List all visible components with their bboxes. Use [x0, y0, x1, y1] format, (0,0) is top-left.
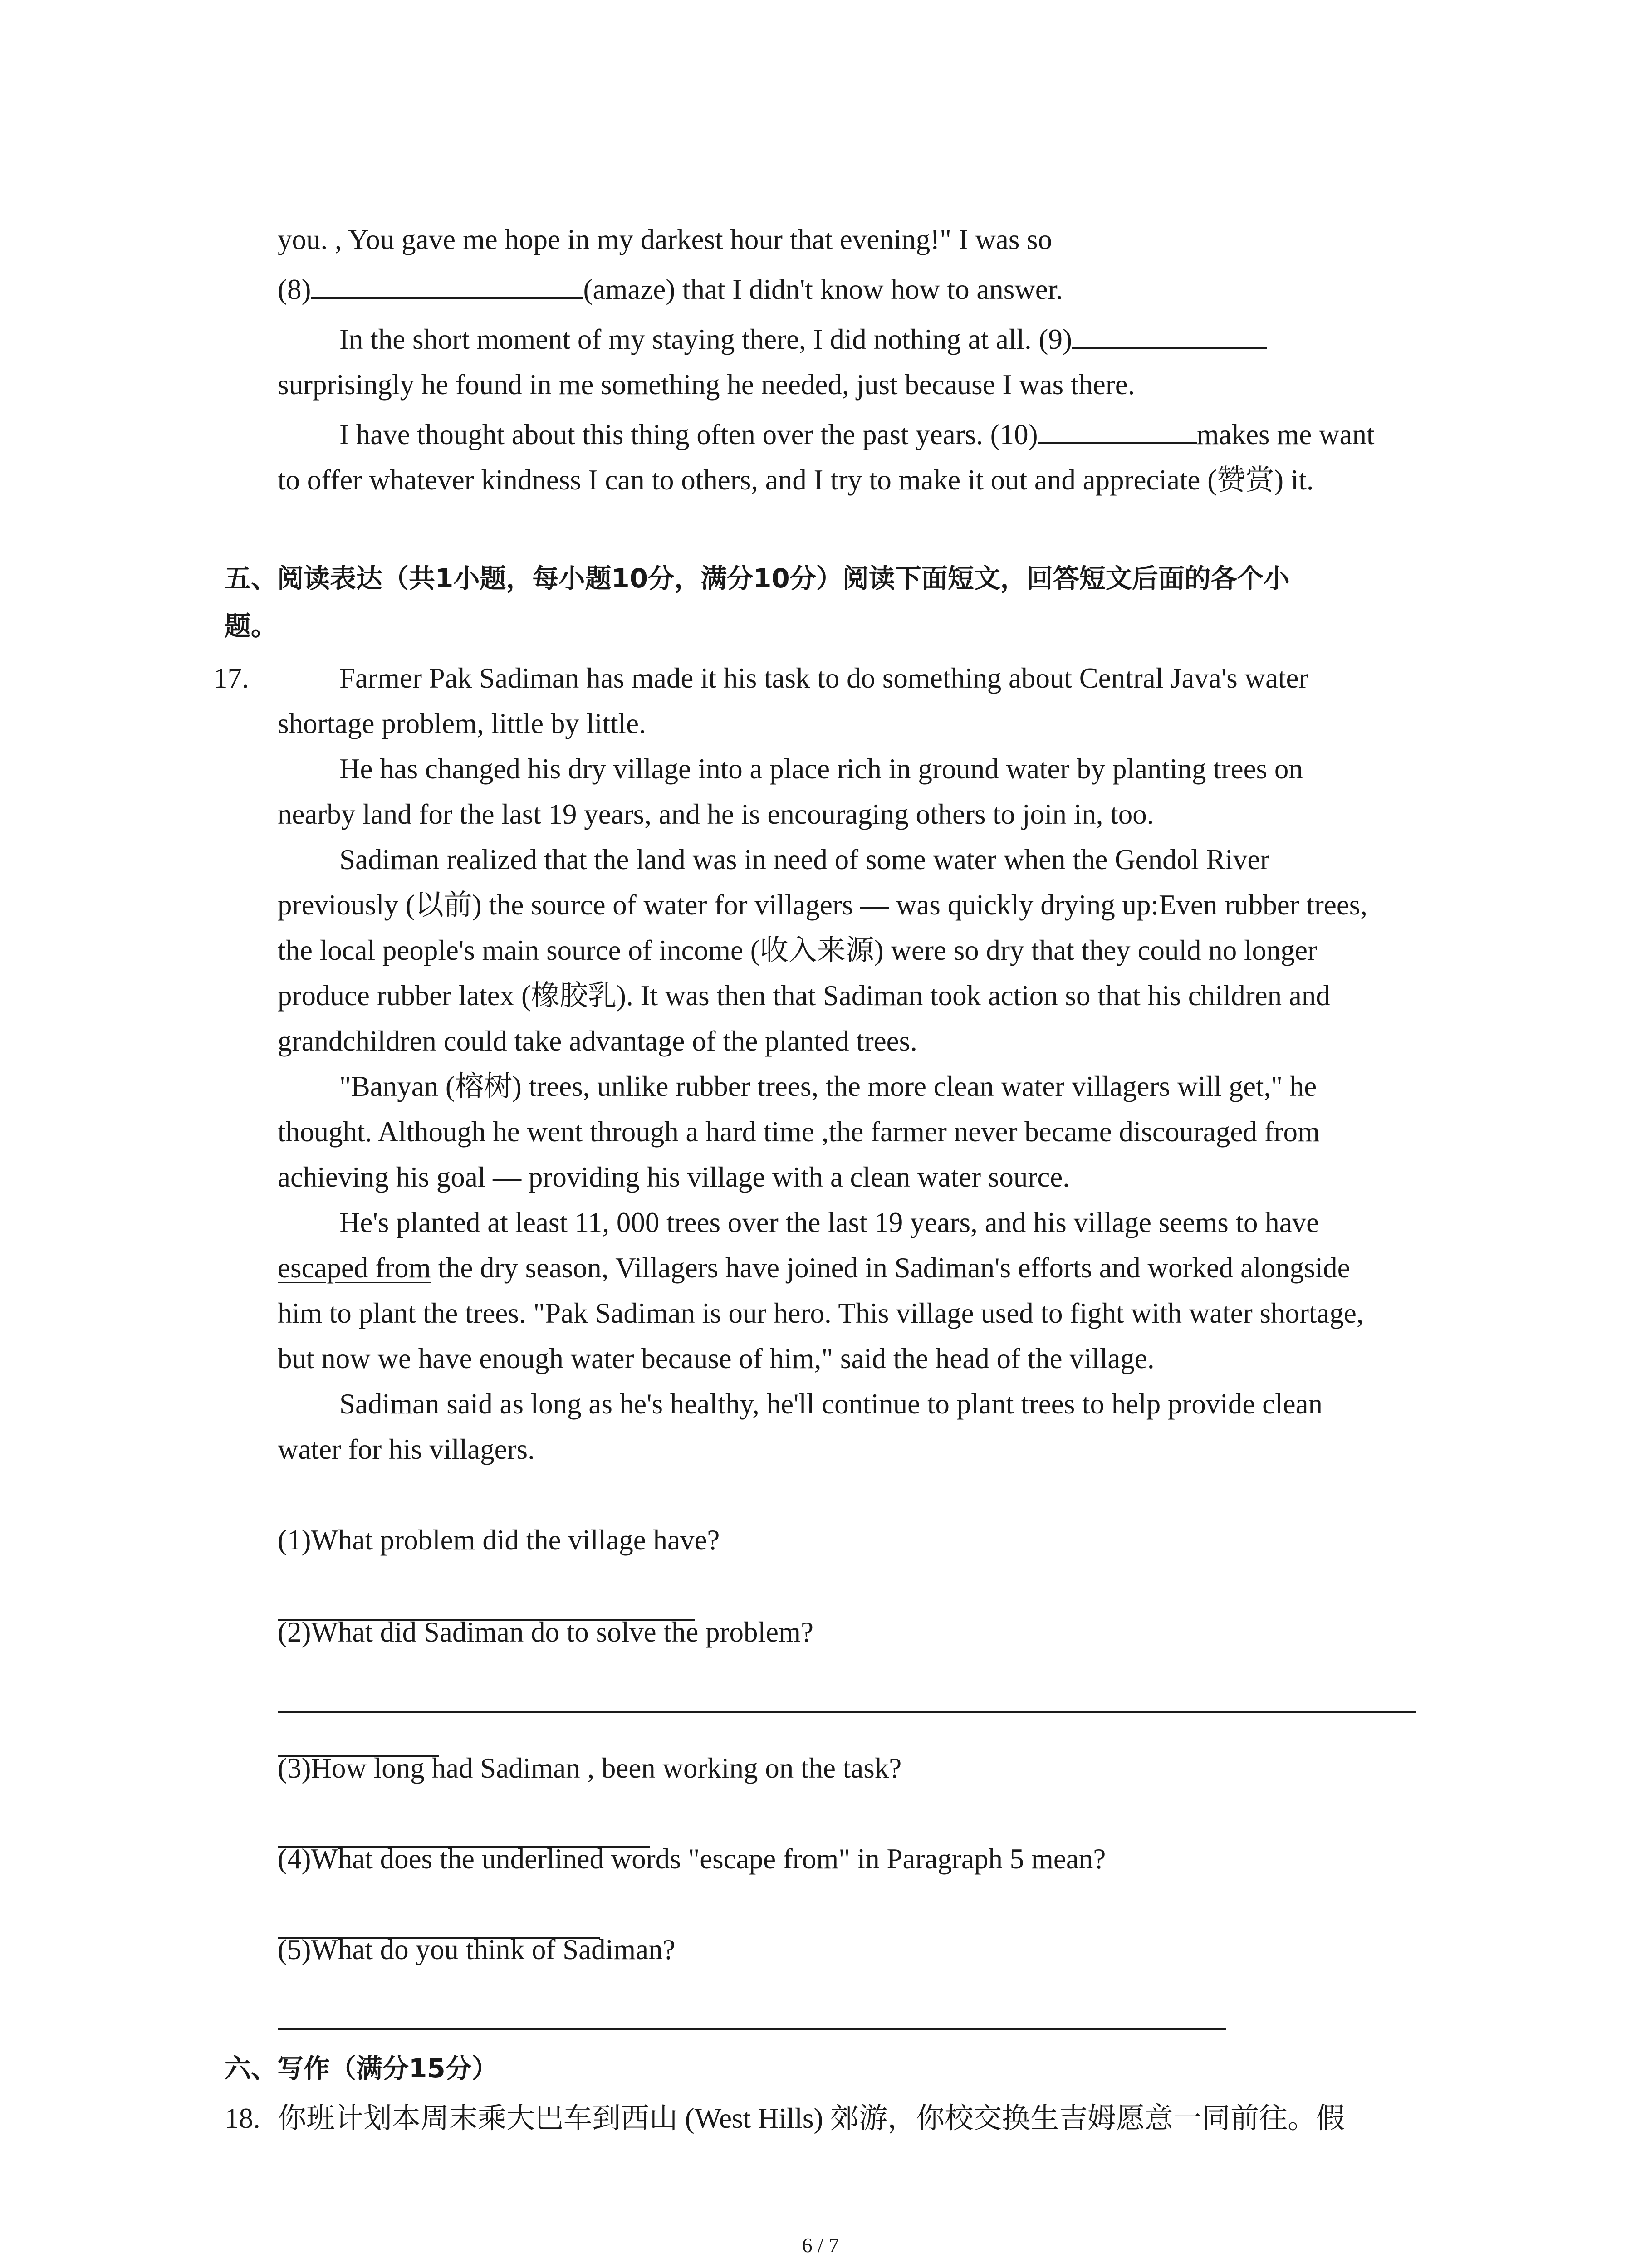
blank-8-label: (8): [278, 274, 311, 305]
q17-line-14-rest: the dry season, Villagers have joined in Sadiman's efforts and worked alongside: [431, 1252, 1350, 1284]
page-number: 6 / 7: [802, 2234, 839, 2257]
passage-line-6: to offer whatever kindness I can to others, and I try to make it out and appreciate (赞赏) it.: [278, 464, 1314, 496]
q17-line-2: shortage problem, little by little.: [278, 708, 646, 739]
passage-line-1: you. , You gave me hope in my darkest hour that evening!" I was so: [278, 224, 1053, 255]
question-18-text: 你班计划本周末乘大巴车到西山 (West Hills) 郊游，你校交换生吉姆愿意一同前往。假: [278, 2102, 1345, 2134]
q17-line-3: He has changed his dry village into a place rich in ground water by planting trees on: [339, 753, 1303, 785]
passage-line-5: [339, 416, 1375, 453]
q17-line-7: the local people's main source of income (收入来源) were so dry that they could no longer: [278, 934, 1317, 966]
blank-8[interactable]: [311, 272, 583, 299]
q17-line-13: He's planted at least 11, 000 trees over the last 19 years, and his village seems to have: [339, 1207, 1319, 1238]
section-6-heading: 六、写作（满分15分）: [225, 2053, 498, 2084]
answer-line-2a[interactable]: [278, 1711, 1416, 1713]
passage-line-3: [339, 321, 1267, 357]
section-5-heading-line-2: 题。: [225, 611, 278, 641]
sub-question-1: (1)What problem did the village have?: [278, 1524, 720, 1556]
q17-line-15: him to plant the trees. "Pak Sadiman is our hero. This village used to fight with water shortage,: [278, 1297, 1364, 1329]
q17-line-9: grandchildren could take advantage of the planted trees.: [278, 1025, 917, 1057]
q17-line-8: produce rubber latex (橡胶乳). It was then that Sadiman took action so that his children and: [278, 980, 1330, 1012]
q17-line-4: nearby land for the last 19 years, and he is encouraging others to join in, too.: [278, 798, 1154, 830]
passage-line-5-tail: makes me want: [1196, 419, 1375, 450]
sub-question-5: (5)What do you think of Sadiman?: [278, 1934, 676, 1965]
q17-line-16: but now we have enough water because of him," said the head of the village.: [278, 1343, 1155, 1374]
sub-question-4: (4)What does the underlined words "escape from" in Paragraph 5 mean?: [278, 1843, 1106, 1875]
blank-9[interactable]: [1072, 322, 1267, 349]
q17-line-10: "Banyan (榕树) trees, unlike rubber trees, the more clean water villagers will get," he: [339, 1070, 1317, 1102]
sub-question-2: (2)What did Sadiman do to solve the problem?: [278, 1616, 813, 1648]
question-18-number: 18.: [225, 2102, 260, 2134]
q17-line-1: Farmer Pak Sadiman has made it his task to do something about Central Java's water: [339, 662, 1308, 694]
section-5-heading-line-1: 五、阅读表达（共1小题，每小题10分，满分10分）阅读下面短文，回答短文后面的各个小: [225, 563, 1290, 594]
blank-10[interactable]: [1038, 417, 1197, 444]
q17-line-6: previously (以前) the source of water for villagers — was quickly drying up:Even rubber trees,: [278, 889, 1368, 921]
q17-line-11: thought. Although he went through a hard time ,the farmer never became discouraged from: [278, 1116, 1320, 1148]
underlined-phrase: escaped from: [278, 1252, 431, 1284]
q17-line-18: water for his villagers.: [278, 1433, 535, 1465]
passage-line-3-text: In the short moment of my staying there, I did nothing at all. (9): [339, 323, 1072, 355]
q17-line-12: achieving his goal — providing his village with a clean water source.: [278, 1161, 1070, 1193]
passage-line-5-text: I have thought about this thing often over the past years. (10): [339, 419, 1038, 450]
passage-line-4: surprisingly he found in me something he needed, just because I was there.: [278, 369, 1135, 401]
q17-line-5: Sadiman realized that the land was in need of some water when the Gendol River: [339, 844, 1270, 875]
blank-8-hint: (amaze) that I didn't know how to answer.: [583, 274, 1063, 305]
answer-line-5[interactable]: [278, 2028, 1226, 2030]
question-17-number: 17.: [213, 662, 249, 694]
q17-line-14: [278, 1250, 1350, 1286]
q17-line-17: Sadiman said as long as he's healthy, he'll continue to plant trees to help provide clean: [339, 1388, 1323, 1420]
sub-question-3: (3)How long had Sadiman , been working on the task?: [278, 1752, 902, 1784]
passage-line-2: [278, 271, 1063, 308]
